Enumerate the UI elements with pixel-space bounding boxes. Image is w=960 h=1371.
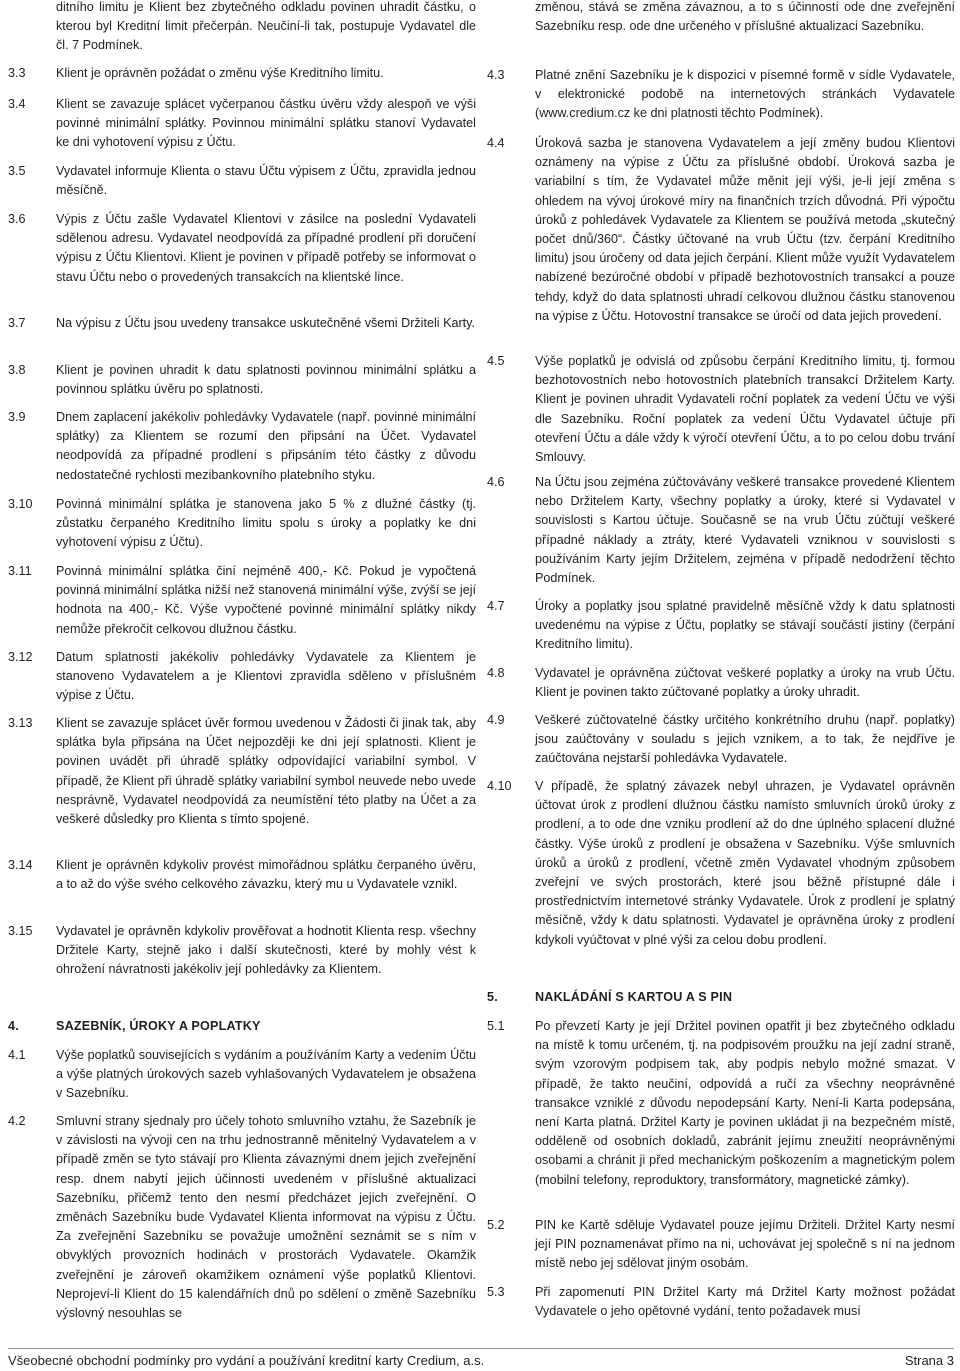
clause-text: Veškeré zúčtovatelné částky určitého konkrétního druhu (např. poplatky) jsou zaúčtovány v souladu s jejich vznikem, a to tak, že nejdříve je zaúčtována nejstarší pohledávka Vydavatele. <box>535 713 955 766</box>
clause-text: Úroky a poplatky jsou splatné pravidelně měsíčně vždy k datu splatnosti uvedenému na výpise z Účtu, poplatky se stávají součástí jistiny (čerpání Kreditního limitu). <box>535 599 955 652</box>
clause-number: 3.8 <box>8 363 26 377</box>
section-title: NAKLÁDÁNÍ S KARTOU A S PIN <box>535 990 733 1004</box>
clause-number: 3.7 <box>8 316 26 330</box>
clause-text: Při zapomenutí PIN Držitel Karty má Držitel Karty možnost požádat Vydavatele o jeho opětovné vydání, tento požadavek musí <box>535 1285 955 1319</box>
clause-3-9 <box>8 408 476 485</box>
section-number: 4. <box>8 1019 19 1033</box>
clause-number: 4.8 <box>487 666 505 680</box>
clause-4-4 <box>487 134 955 326</box>
clause-text: Vydavatel informuje Klienta o stavu Účtu výpisem z Účtu, zpravidla jednou měsíčně. <box>56 164 476 198</box>
clause-text: Povinná minimální splátka je stanovena jako 5 % z dlužné částky (tj. zůstatku čerpaného Kreditního limitu spolu s úroky a poplatky ke dni vyhotovení výpisu z Účtu). <box>56 497 476 550</box>
page-footer <box>0 1348 960 1371</box>
clause-4-3 <box>487 66 955 124</box>
clause-text: V případě, že splatný závazek nebyl uhrazen, je Vydavatel oprávněn účtovat úrok z prodlení dlužnou částku namísto smluvních úroků úroky z prodlení, a to ode dne vzniku prodlení až do dne úplného splacení dlužné částky. Výše úroků z prodlení je obsažena v Sazebníku. Výše smluvních úroků a úroků z prodlení, včetně změn Vydavatel vhodným způsobem zveřejní ve svých prostorách, které jsou běžně přístupné dále i prostřednictvím internetové stránky Vydavatele. Úrok z prodlení je splatný měsíčně, vždy k datu splatnosti. Vydavatel je oprávněna úroky z prodlení kdykoli vyúčtovat v plné výši za celou dobu prodlení. <box>535 779 955 947</box>
left-continuation-text: ditního limitu je Klient bez zbytečného odkladu povinen uhradit částku, o kterou byl Kreditní limit přečerpán. Neučiní-li tak, postupuje Vydavatel dle čl. 7 Podmínek. <box>56 0 476 53</box>
clause-text: Vydavatel je oprávněna zúčtovat veškeré poplatky a úroky na vrub Účtu. Klient je povinen takto zúčtované poplatky a úroky uhradit. <box>535 666 955 700</box>
clause-number: 3.13 <box>8 716 33 730</box>
section-4-heading <box>8 1017 476 1036</box>
clause-text: Úroková sazba je stanovena Vydavatelem a její změny budou Klientovi oznámeny na výpise z Účtu za příslušné období. Úroková sazba je variabilní s tím, že Vydavatel může měnit její výši, je-li její změna s ohledem na vývoj úrokové míry na finančních trzích důvodná. Při výpočtu úroků z pohledávek Vydavatele za Klientem se používá metoda „skutečný počet dnů/360“. Částky účtované na vrub Účtu (tzv. čerpání Kreditního limitu) jsou úročeny od data jejich čerpání. Klient může využít Vydavatelem nabízené bezúročné období v případě bezhotovostních transakcí a pouze tehdy, když do data splatnosti uhradí celkovou dlužnou částku stanovenou na výpise z Účtu. Hotovostní transakce se úročí od data jejich provedení. <box>535 136 955 323</box>
clause-number: 4.1 <box>8 1048 26 1062</box>
clause-text: Povinná minimální splátka činí nejméně 400,- Kč. Pokud je vypočtená povinná minimální splátka nižší než stanovená minimální výše, zvýší se její hodnota na 400,- Kč. Výše vypočtené povinné minimální splátky nikdy nemůže překročit celkovou dlužnou částku. <box>56 564 476 636</box>
clause-number: 4.6 <box>487 475 505 489</box>
clause-3-13 <box>8 714 476 829</box>
clause-number: 5.3 <box>487 1285 505 1299</box>
clause-5-1 <box>487 1017 955 1190</box>
clause-3-3 <box>8 64 476 83</box>
clause-text: Klient je povinen uhradit k datu splatnosti povinnou minimální splátku a povinnou splátku úvěru po splatnosti. <box>56 363 476 397</box>
clause-number: 5.2 <box>487 1218 505 1232</box>
clause-text: Na Účtu jsou zejména zúčtovávány veškeré transakce provedené Klientem nebo Držitelem Karty, všechny poplatky a úroky, které si Vydavatel v souvislosti s Kartou účtuje. Současně se na vrub Účtu zúčtují veškeré případné náklady a ztráty, které Vydavateli vzniknou v souvislosti s používáním Karty jejím Držitelem, zejména v případě nedodržení těchto Podmínek. <box>535 475 955 586</box>
clause-text: Po převzetí Karty je její Držitel povinen opatřit ji bez zbytečného odkladu na místě k tomu určeném, tj. na podpisovém proužku na její zadní straně, svým vzorovým podpisem tak, aby podpis nebylo možné smazat. V případě, že takto neučiní, odpovídá a ručí za všechny neoprávněné transakce vzniklé z důvodu nepodepsání Karty. Není-li Karta podepsána, není Karta platná. Držitel Karty je povinen ukládat ji na bezpečném místě, odděleně od osobních dokladů, zabránit jejímu zneužití neoprávněnými osobami a chránit ji před mechanickým poškozením a magnetickým polem (mobilní telefony, reproduktory, transformátory, magnetické zámky). <box>535 1019 955 1187</box>
clause-number: 3.3 <box>8 66 26 80</box>
clause-text: Klient je oprávněn kdykoliv provést mimořádnou splátku čerpaného úvěru, a to až do výše svého celkového závazku, který mu u Vydavatele vznikl. <box>56 858 476 892</box>
clause-number: 3.5 <box>8 164 26 178</box>
clause-4-6 <box>487 473 955 588</box>
clause-number: 3.12 <box>8 650 33 664</box>
clause-3-15 <box>8 922 476 980</box>
section-title: SAZEBNÍK, ÚROKY A POPLATKY <box>56 1019 261 1033</box>
clause-text: Dnem zaplacení jakékoliv pohledávky Vydavatele (např. povinné minimální splátky) za Klientem se rozumí den připsání na Účet. Vydavatel neodpovídá za případné prodlení s připsáním této částky z důvodu nedostatečné rychlosti mezibankovního platebního styku. <box>56 410 476 482</box>
clause-number: 3.6 <box>8 212 26 226</box>
clause-number: 3.15 <box>8 924 33 938</box>
clause-3-8 <box>8 361 476 399</box>
clause-text: PIN ke Kartě sděluje Vydavatel pouze jejímu Držiteli. Držitel Karty nesmí její PIN poznamenávat přímo na ni, uchovávat jej společně s ní na jednom místě nebo jej sdělovat jiným osobám. <box>535 1218 955 1271</box>
clause-text: Klient se zavazuje splácet úvěr formou uvedenou v Žádosti či jinak tak, aby splátka byla připsána na Účet nejpozději ke dni její splatnosti. Klient je povinen uvádět při úhradě splátky odpovídající variabilní symbol. V případě, že Klient při úhradě splátky variabilní symbol neuvede nebo uvede nesprávně, Vydavatel neodpovídá za neumístění této platby na Účet a za veškeré důsledky pro Klienta s tímto spojené. <box>56 716 476 827</box>
clause-text: Výše poplatků je odvislá od způsobu čerpání Kreditního limitu, tj. formou bezhotovostních nebo hotovostních platebních transakcí Držitelem Karty. Klient je povinen uhradit Vydavateli roční poplatek za vedení Účtu ve výši dle Sazebníku. Roční poplatek za vedení Účtu Vydavatel účtuje při otevření Účtu a dále vždy k výročí otevření Účtu, a to po celou dobu trvání Smlouvy. <box>535 354 955 465</box>
clause-text: Vydavatel je oprávněn kdykoliv prověřovat a hodnotit Klienta resp. všechny Držitele Karty, stejně jako i další skutečnosti, které by mohly vést k ohrožení návratnosti jakékoliv její pohledávky za Klientem. <box>56 924 476 977</box>
clause-number: 3.9 <box>8 410 26 424</box>
clause-number: 4.2 <box>8 1114 26 1128</box>
clause-3-5 <box>8 162 476 200</box>
footer-document-title: Všeobecné obchodní podmínky pro vydání a používání kreditní karty Credium, a.s. <box>8 1353 485 1368</box>
clause-3-6 <box>8 210 476 287</box>
clause-text: Klient je oprávněn požádat o změnu výše Kreditního limitu. <box>56 66 384 80</box>
clause-number: 4.5 <box>487 354 505 368</box>
clause-number: 4.4 <box>487 136 505 150</box>
section-5-heading <box>487 988 955 1007</box>
clause-number: 3.4 <box>8 97 26 111</box>
clause-number: 3.14 <box>8 858 33 872</box>
footer-divider <box>8 1348 954 1349</box>
clause-4-1 <box>8 1046 476 1104</box>
clause-3-7 <box>8 314 476 333</box>
clause-3-12 <box>8 648 476 706</box>
clause-number: 4.3 <box>487 68 505 82</box>
clause-number: 3.11 <box>8 564 32 578</box>
clause-4-2 <box>8 1112 476 1323</box>
clause-4-9 <box>487 711 955 769</box>
section-number: 5. <box>487 990 498 1004</box>
clause-text: Datum splatnosti jakékoliv pohledávky Vydavatele za Klientem je stanoveno Vydavatelem a je Klientovi zpravidla sděleno v příslušném výpise z Účtu. <box>56 650 476 703</box>
clause-text: Výše poplatků souvisejících s vydáním a používáním Karty a vedením Účtu a výše platných úrokových sazeb vyhlašovaných Vydavatelem je obsažena v Sazebníku. <box>56 1048 476 1101</box>
right-continuation-text: změnou, stává se změna závaznou, a to s účinností ode dne zveřejnění Sazebníku resp. ode dne určeného v příslušné aktualizaci Sazebníku. <box>535 0 955 34</box>
clause-5-3 <box>487 1283 955 1321</box>
clause-4-8 <box>487 664 955 702</box>
footer-page-number: Strana 3 <box>904 1353 954 1368</box>
clause-5-2 <box>487 1216 955 1274</box>
clause-number: 4.10 <box>487 779 512 793</box>
clause-text: Platné znění Sazebníku je k dispozici v písemné formě v sídle Vydavatele, v elektronické podobě na internetových stránkách Vydavatele (www.credium.cz ke dni platnosti těchto Podmínek). <box>535 68 955 121</box>
clause-3-11 <box>8 562 476 639</box>
clause-number: 5.1 <box>487 1019 505 1033</box>
clause-text: Výpis z Účtu zašle Vydavatel Klientovi v zásilce na poslední Vydavateli sdělenou adresu. Vydavatel neodpovídá za případné prodlení při doručení výpisu z Účtu Klientovi. Klient je povinen v případě potřeby se informovat o stavu Účtu nebo o provedených transakcích na klientské lince. <box>56 212 476 284</box>
clause-number: 3.10 <box>8 497 33 511</box>
clause-3-14 <box>8 856 476 894</box>
clause-4-7 <box>487 597 955 655</box>
clause-4-5 <box>487 352 955 467</box>
clause-number: 4.9 <box>487 713 505 727</box>
clause-text: Klient se zavazuje splácet vyčerpanou částku úvěru vždy alespoň ve výši povinné minimální splátky. Povinnou minimální splátku stanoví Vydavatel ke dni vyhotovení výpisu z Účtu. <box>56 97 476 150</box>
clause-text: Smluvní strany sjednaly pro účely tohoto smluvního vztahu, že Sazebník je v závislosti na vývoji cen na trhu jednostranně měnitelný Vydavatelem a v případě změn se tyto stávají pro Klienta závaznými dnem jejich zveřejnění resp. dnem nabytí jejich účinnosti uvedeném v příslušné aktualizaci Sazebníku, přičemž tento den nesmí předcházet jejich zveřejnění. O změnách Sazebníku bude Vydavatel Klienta informovat na výpisu z Účtu. Za zveřejnění Sazebníku se považuje umožnění seznámit se s ním v obvyklých provozních hodinách v prostorách Vydavatele. Okamžik zveřejnění je zároveň okamžikem oznámení výše poplatků Klientovi. Neprojeví-li Klient do 15 kalendářních dnů po sdělení o změně Sazebníku výslovný nesouhlas se <box>56 1114 476 1321</box>
clause-number: 4.7 <box>487 599 505 613</box>
clause-3-10 <box>8 495 476 553</box>
clause-4-10 <box>487 777 955 950</box>
clause-text: Na výpisu z Účtu jsou uvedeny transakce uskutečněné všemi Držiteli Karty. <box>56 316 476 330</box>
clause-3-4 <box>8 95 476 153</box>
